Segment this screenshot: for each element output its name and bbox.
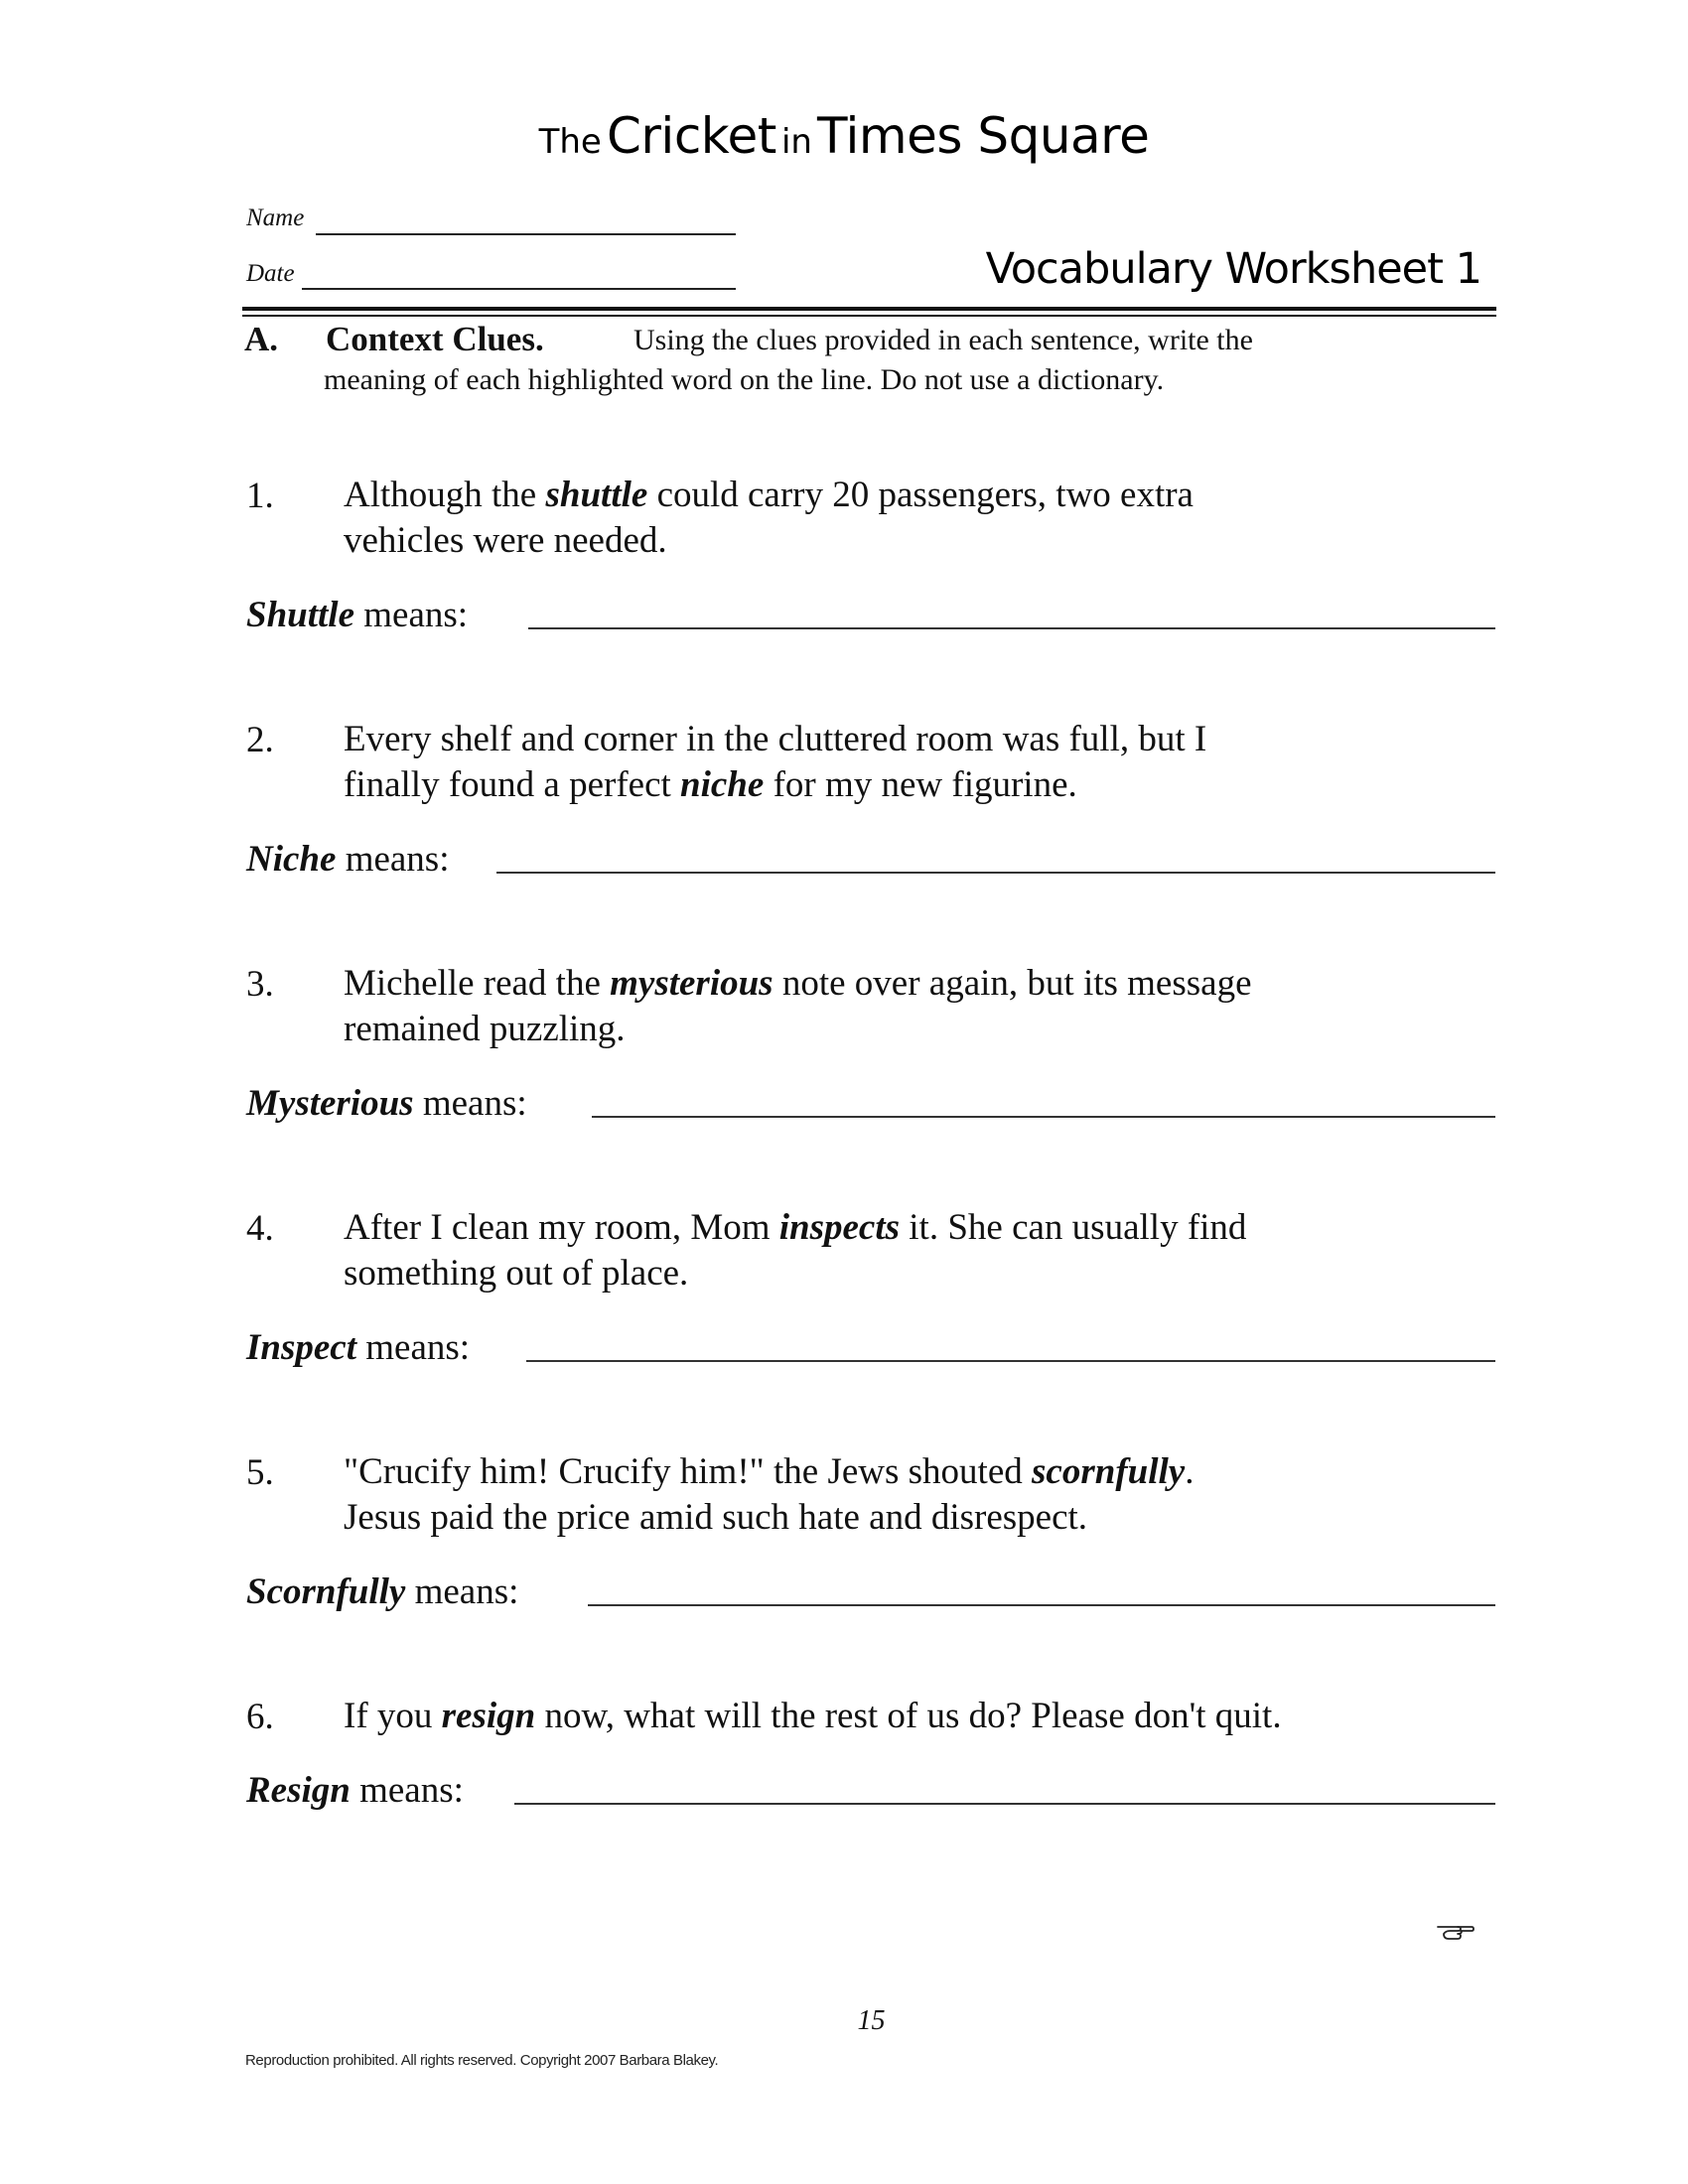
answer-line-resign[interactable] (514, 1803, 1495, 1805)
item-sentence: "Crucify him! Crucify him!" the Jews shouted scornfully. Jesus paid the price amid such hate and disrespect. (344, 1451, 1195, 1538)
highlighted-word: shuttle (545, 475, 648, 515)
answer-line-scornfully[interactable] (588, 1604, 1495, 1606)
item-number: 5. (246, 1452, 274, 1493)
answer-line-niche[interactable] (496, 872, 1495, 874)
section-title: Context Clues. (326, 320, 544, 358)
item-sentence: If you resign now, what will the rest of us do? Please don't quit. (344, 1696, 1282, 1736)
item-sentence: Every shelf and corner in the cluttered room was full, but I finally found a perfect niche for my new figurine. (344, 719, 1207, 805)
item-sentence: After I clean my room, Mom inspects it. She can usually find something out of place. (344, 1207, 1247, 1294)
document-title: The Cricket in Times Square (538, 107, 1150, 165)
highlighted-word: mysterious (610, 963, 774, 1004)
answer-label: Mysterious means: (246, 1083, 527, 1124)
item-sentence: Michelle read the mysterious note over again, but its message remained puzzling. (344, 963, 1252, 1049)
answer-line-inspect[interactable] (526, 1360, 1495, 1362)
answer-label: Inspect means: (246, 1327, 471, 1368)
highlighted-word: inspects (778, 1207, 901, 1248)
item-number: 4. (246, 1208, 274, 1249)
section-instructions-line2: meaning of each highlighted word on the line. Do not use a dictionary. (324, 363, 1165, 396)
worksheet-title: Vocabulary Worksheet 1 (985, 244, 1481, 294)
answer-label: Niche means: (246, 839, 450, 880)
date-label: Date (246, 260, 295, 287)
item-number: 2. (246, 720, 274, 760)
item-number: 3. (246, 964, 274, 1005)
pointing-hand-icon (1436, 1918, 1476, 1942)
answer-label: Resign means: (246, 1770, 464, 1811)
section-letter: A. (244, 320, 279, 358)
page-number: 15 (857, 2005, 886, 2036)
name-label: Name (246, 205, 305, 231)
answer-line-mysterious[interactable] (592, 1116, 1495, 1118)
highlighted-word: resign (441, 1696, 536, 1736)
answer-line-shuttle[interactable] (528, 627, 1495, 629)
section-instructions-line1: Using the clues provided in each sentence, write the (633, 324, 1253, 356)
item-sentence: Although the shuttle could carry 20 passengers, two extra vehicles were needed. (344, 475, 1194, 561)
item-number: 1. (246, 476, 274, 516)
answer-label: Shuttle means: (246, 595, 469, 635)
header-divider (242, 307, 1496, 311)
highlighted-word: niche (680, 764, 765, 805)
answer-label: Scornfully means: (246, 1571, 519, 1612)
copyright-notice: Reproduction prohibited. All rights reserved. Copyright 2007 Barbara Blakey. (245, 2052, 719, 2069)
name-field[interactable] (316, 233, 736, 235)
item-number: 6. (246, 1697, 274, 1737)
highlighted-word: scornfully (1032, 1451, 1186, 1492)
date-field[interactable] (302, 288, 736, 290)
header-divider-thin (242, 315, 1496, 317)
